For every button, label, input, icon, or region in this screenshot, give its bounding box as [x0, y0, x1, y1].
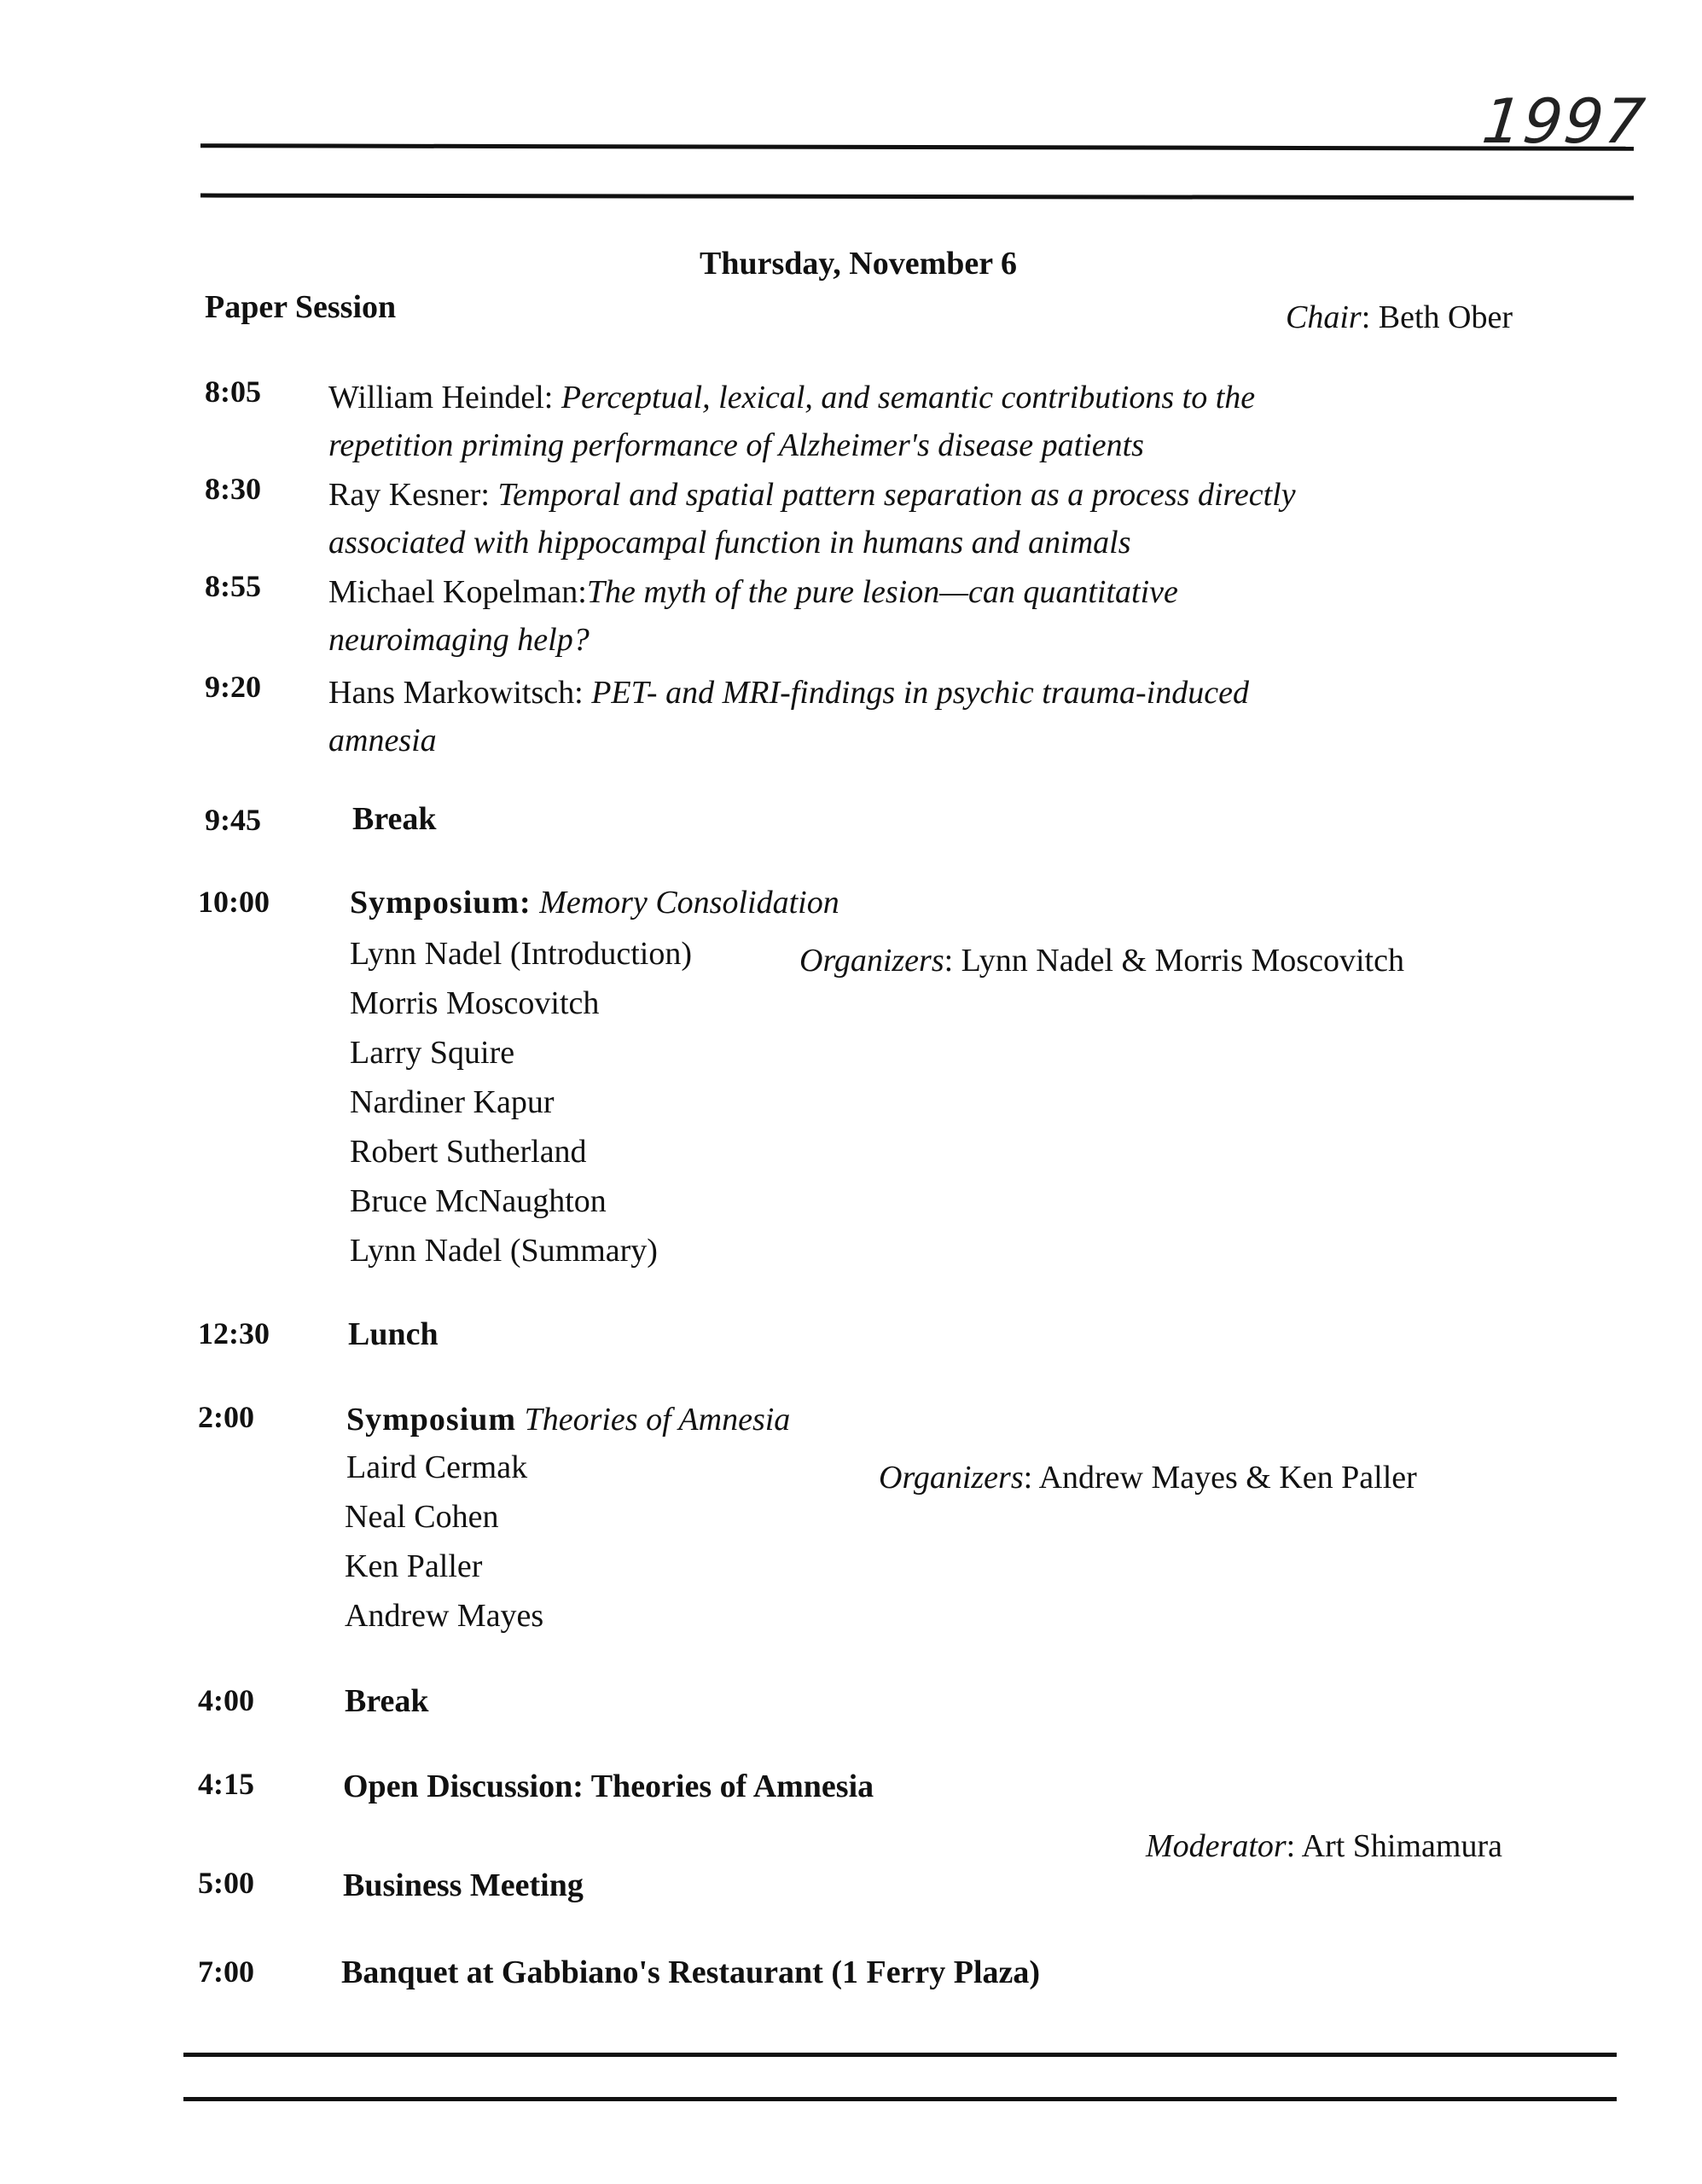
- banquet-label: Banquet at Gabbiano's Restaurant (1 Ferry Plaza): [341, 1955, 1041, 1990]
- organizers-names: Lynn Nadel & Morris Moscovitch: [961, 943, 1404, 979]
- speaker: Morris Moscovitch: [350, 985, 600, 1021]
- break-label: Break: [345, 1683, 429, 1719]
- symposium-heading: [346, 1401, 790, 1438]
- paper-title-line1: Temporal and spatial pattern separation as a process directly: [497, 477, 1296, 513]
- symposium-time: 2:00: [198, 1400, 254, 1434]
- chair-name: Beth Ober: [1378, 299, 1513, 335]
- break-label: Break: [352, 801, 437, 837]
- organizers-names: Andrew Mayes & Ken Paller: [1038, 1460, 1417, 1496]
- speaker: Andrew Mayes: [345, 1598, 544, 1634]
- bottom-rule-2: [183, 2097, 1617, 2101]
- organizers-label: Organizers: [799, 943, 944, 979]
- speaker: Ken Paller: [345, 1548, 483, 1584]
- paper-entry: [328, 374, 1255, 469]
- symposium-label: Symposium:: [350, 885, 532, 921]
- paper-author: William Heindel:: [328, 380, 554, 415]
- symposium-time: 10:00: [198, 885, 270, 919]
- paper-entry: [328, 568, 1178, 664]
- speaker: Laird Cermak: [346, 1449, 528, 1485]
- paper-title-line1: The myth of the pure lesion—can quantitative: [586, 574, 1178, 610]
- paper-title-line2: repetition priming performance of Alzheimer's disease patients: [328, 427, 1144, 463]
- speaker: Larry Squire: [350, 1035, 515, 1071]
- speaker: Nardiner Kapur: [350, 1084, 555, 1120]
- moderator-label: Moderator: [1146, 1828, 1287, 1864]
- speaker: Lynn Nadel (Introduction): [350, 936, 693, 972]
- lunch-label: Lunch: [348, 1316, 439, 1352]
- top-rule-1: [200, 143, 1634, 151]
- paper-title-line2: amnesia: [328, 723, 437, 758]
- paper-time: 8:05: [205, 375, 261, 409]
- speaker: Lynn Nadel (Summary): [350, 1233, 658, 1269]
- symposium-label: Symposium: [346, 1402, 517, 1438]
- discussion-label: Open Discussion: Theories of Amnesia: [343, 1769, 874, 1804]
- chair-label: Chair: [1286, 299, 1362, 335]
- symposium-topic: Theories of Amnesia: [524, 1402, 791, 1438]
- break-time: 4:00: [198, 1683, 254, 1717]
- speaker: Bruce McNaughton: [350, 1183, 607, 1219]
- page-date: Thursday, November 6: [700, 246, 1017, 282]
- symposium-heading: [350, 884, 839, 921]
- business-label: Business Meeting: [343, 1867, 584, 1903]
- lunch-time: 12:30: [198, 1316, 270, 1350]
- organizers-label: Organizers: [879, 1460, 1024, 1496]
- session-chair: Chair: Beth Ober: [1286, 299, 1513, 335]
- paper-title-line2: neuroimaging help?: [328, 622, 590, 658]
- business-time: 5:00: [198, 1866, 254, 1900]
- paper-title-line2: associated with hippocampal function in humans and animals: [328, 525, 1131, 561]
- paper-title-line1: Perceptual, lexical, and semantic contributions to the: [561, 380, 1256, 415]
- break-time: 9:45: [205, 803, 261, 837]
- moderator-name: Art Shimamura: [1301, 1828, 1502, 1864]
- paper-title-line1: PET- and MRI-findings in psychic trauma-induced: [591, 675, 1249, 711]
- symposium-topic: Memory Consolidation: [539, 885, 839, 921]
- speaker: Robert Sutherland: [350, 1134, 587, 1170]
- bottom-rule-1: [183, 2053, 1617, 2057]
- paper-time: 9:20: [205, 670, 261, 704]
- paper-entry: [328, 669, 1249, 764]
- session-title: Paper Session: [205, 289, 397, 325]
- paper-time: 8:30: [205, 472, 261, 506]
- symposium-organizers: Organizers: Lynn Nadel & Morris Moscovitch: [799, 943, 1404, 979]
- paper-author: Hans Markowitsch:: [328, 675, 584, 711]
- paper-time: 8:55: [205, 569, 261, 603]
- handwritten-year-annotation: 1997: [1478, 85, 1650, 157]
- paper-author: Michael Kopelman:: [328, 574, 587, 610]
- top-rule-2: [200, 194, 1634, 200]
- discussion-time: 4:15: [198, 1767, 254, 1801]
- paper-author: Ray Kesner:: [328, 477, 490, 513]
- banquet-time: 7:00: [198, 1955, 254, 1989]
- speaker: Neal Cohen: [345, 1499, 499, 1535]
- symposium-organizers: Organizers: Andrew Mayes & Ken Paller: [879, 1460, 1417, 1496]
- discussion-moderator: Moderator: Art Shimamura: [1146, 1828, 1502, 1864]
- paper-entry: [328, 471, 1296, 566]
